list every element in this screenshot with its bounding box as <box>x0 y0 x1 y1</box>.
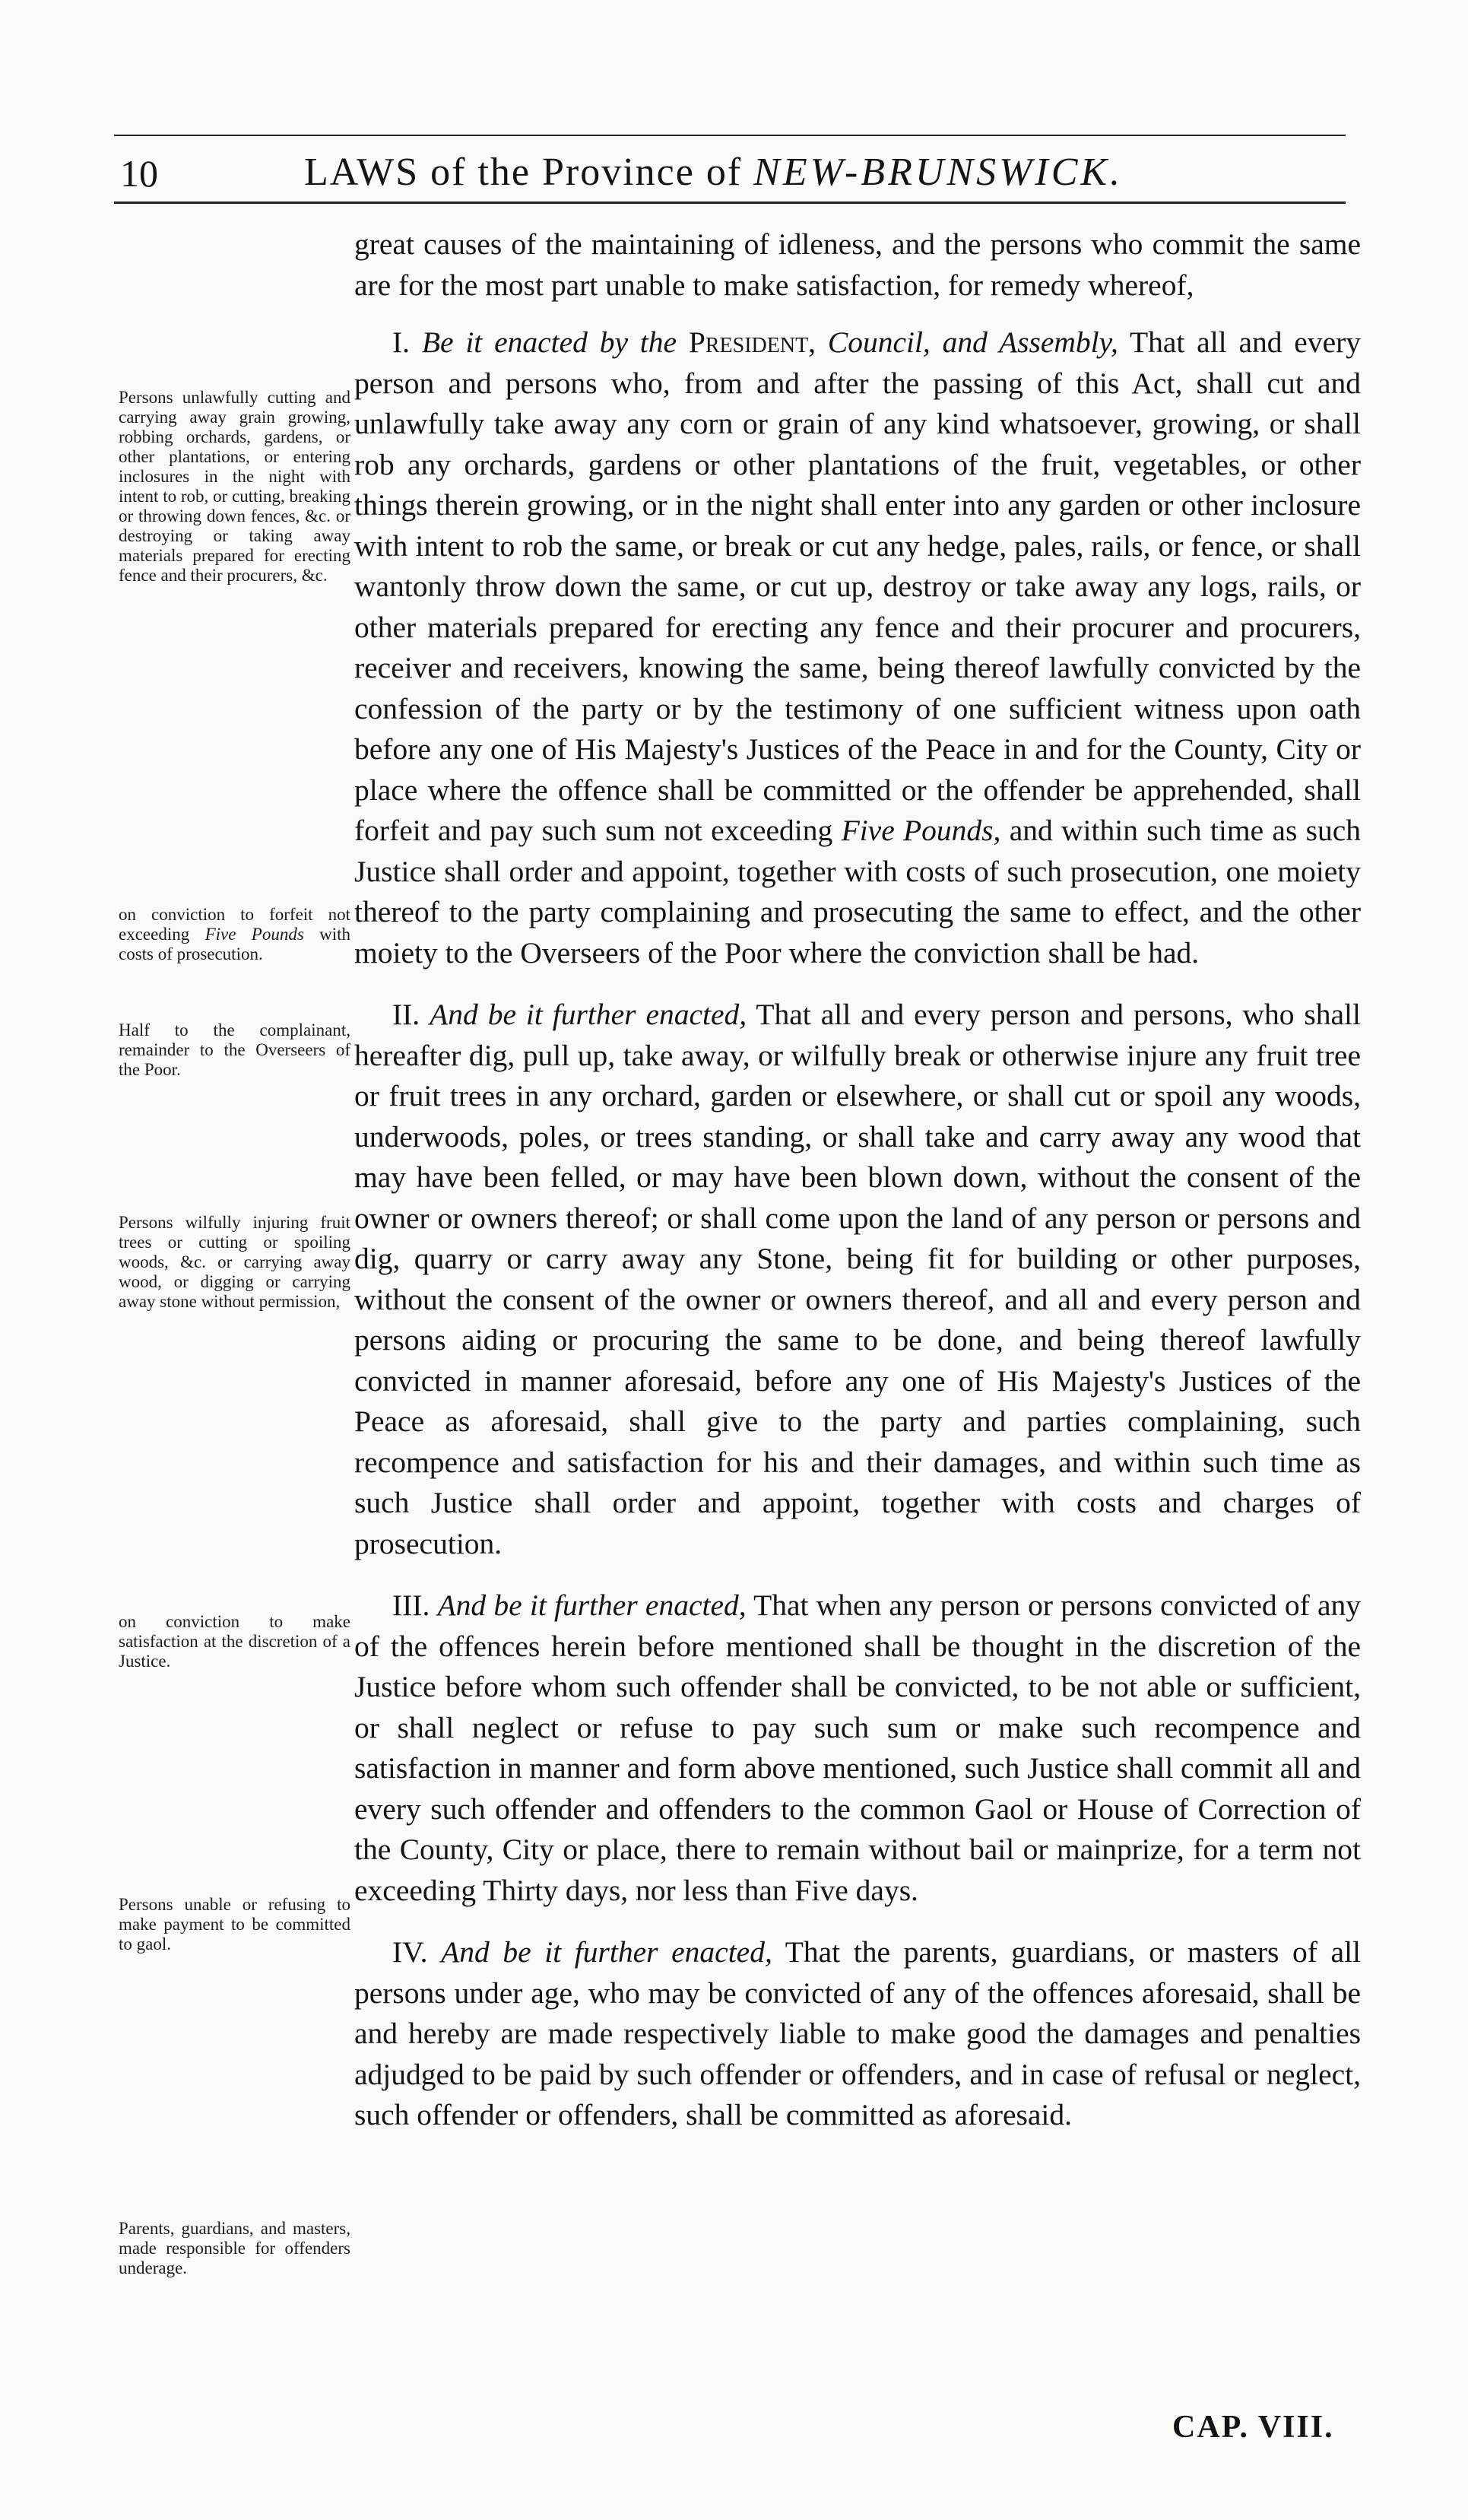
margin-note-forfeit-amount: Five Pounds <box>205 925 304 944</box>
section-4-text: That the parents, guardians, or masters of all persons under age, who may be convicted of any of the offences aforesaid, shall be and hereby are made respectively liable to make good the damages and penalties adjudged to be paid by such offender or offenders, and in case of refusal or neglect, such offender or offenders, shall be committed as aforesaid. <box>354 1935 1362 2131</box>
margin-note-gaol: Persons unable or refusing to make payment to be committed to gaol. <box>119 1895 350 1953</box>
section-1-amount: Five Pounds, <box>841 814 1001 847</box>
margin-note-satisfaction: on conviction to make satisfaction at the discretion of a Justice. <box>119 1612 350 1671</box>
section-1-president: President, <box>688 325 816 359</box>
section-1-text: That all and every person and persons who, from and after the passing of this Act, shall cut and unlawfully take away any corn or grain of any kind whatsoever, growing, or shall rob any orchards, gardens or other plantations of the fruit, vegetables, or other things therein growing, or in the night shall enter into any garden or other inclosure with intent to rob the same, or break or cut any hedge, pales, rails, or fence, or shall wantonly throw down the same, or cut up, destroy or take away any logs, rails, or other materials prepared for erecting any fence and their procurer and procurers, receiver and receivers, knowing the same, being thereof lawfully convicted by the confession of the party or by the testimony of one sufficient witness upon oath before any one of His Majesty's Justices of the Peace in and for the County, City or place where the offence shall be committed or the offender be apprehended, shall forfeit and pay such sum not exceeding <box>354 325 1362 847</box>
running-title <box>304 150 1123 195</box>
section-4-enacting-clause: And be it further enacted, <box>441 1935 772 1969</box>
section-1-council-assembly: Council, and Assembly, <box>827 325 1118 359</box>
section-2-enacting-clause: And be it further enacted, <box>430 998 747 1031</box>
section-3 <box>354 1585 1361 1911</box>
section-2-numeral: II. <box>392 998 420 1031</box>
main-text <box>354 224 1361 2136</box>
section-4-numeral: IV. <box>392 1935 428 1969</box>
page-number: 10 <box>120 152 158 195</box>
margin-note-forfeit <box>119 905 350 964</box>
section-1-enacting-clause: Be it enacted by the <box>421 325 677 359</box>
margin-note-offences: Persons unlawfully cutting and carrying away grain growing, robbing orchards, gardens, or other plantations, or entering inclosures in the night with intent to rob, or cutting, breaking or throwing down fences, &c. or destroying or taking away materials prepared for erecting fence and their procurers, &c. <box>119 388 350 585</box>
margin-note-forfeit-tail: with costs of prosecution. <box>119 925 351 963</box>
section-4 <box>354 1932 1361 2136</box>
title-prefix: LAWS of the Province of <box>304 151 743 194</box>
section-1-numeral: I. <box>392 325 411 359</box>
margin-note-parents: Parents, guardians, and masters, made responsible for offenders underage. <box>119 2219 350 2277</box>
section-3-enacting-clause: And be it further enacted, <box>437 1588 747 1622</box>
preamble-paragraph: great causes of the maintaining of idleness, and the persons who commit the same are for the most part unable to make satisfaction, for remedy whereof, <box>354 227 1361 302</box>
title-province: NEW-BRUNSWICK. <box>753 151 1124 194</box>
section-1-text-after: and within such time as such Justice shall order and appoint, together with costs of such prosecution, one moiety thereof to the party complaining and prosecuting the same to effect, and the other moiety to the Overseers of the Poor where the conviction shall be had. <box>354 814 1362 970</box>
section-3-numeral: III. <box>392 1588 430 1622</box>
section-2-text: That all and every person and persons, who shall hereafter dig, pull up, take away, or wilfully break or otherwise injure any fruit tree or fruit trees in any orchard, garden or elsewhere, or shall cut or spoil any woods, underwoods, poles, or trees standing, or shall take and carry away any wood that may have been felled, or may have been blown down, without the consent of the owner or owners thereof; or shall come upon the land of any person or persons and dig, quarry or carry away any Stone, being fit for building or other purposes, without the consent of the owner or owners thereof, and all and every person and persons aiding or procuring the same to be done, and being thereof lawfully convicted in manner aforesaid, before any one of His Majesty's Justices of the Peace as aforesaid, shall give to the party and parties complaining, such recompence and satisfaction for his and their damages, and within such time as such Justice shall order and appoint, together with costs and charges of prosecution. <box>354 998 1362 1560</box>
margin-note-fruit-trees: Persons wilfully injuring fruit trees or cutting or spoiling woods, &c. or carrying away wood, or digging or carrying away stone without permission, <box>119 1213 350 1311</box>
margin-note-forfeit-text: on conviction to forfeit not exceeding <box>119 905 350 944</box>
running-header <box>114 141 1346 204</box>
margin-note-moiety: Half to the complainant, remainder to the Overseers of the Poor. <box>119 1020 350 1079</box>
section-1 <box>354 322 1361 973</box>
section-3-text: That when any person or persons convicted of any of the offences herein before mentioned shall be thought in the discretion of the Justice before whom such offender shall be convicted, to be not able or sufficient, or shall neglect or refuse to pay such sum or make such recompence and satisfaction in manner and form above mentioned, such Justice shall commit all and every such offender and offenders to the common Gaol or House of Correction of the County, City or place, there to remain without bail or mainprize, for a term not exceeding Thirty days, nor less than Five days. <box>354 1588 1362 1907</box>
section-2 <box>354 995 1361 1564</box>
catchword: CAP. VIII. <box>1172 2410 1334 2445</box>
